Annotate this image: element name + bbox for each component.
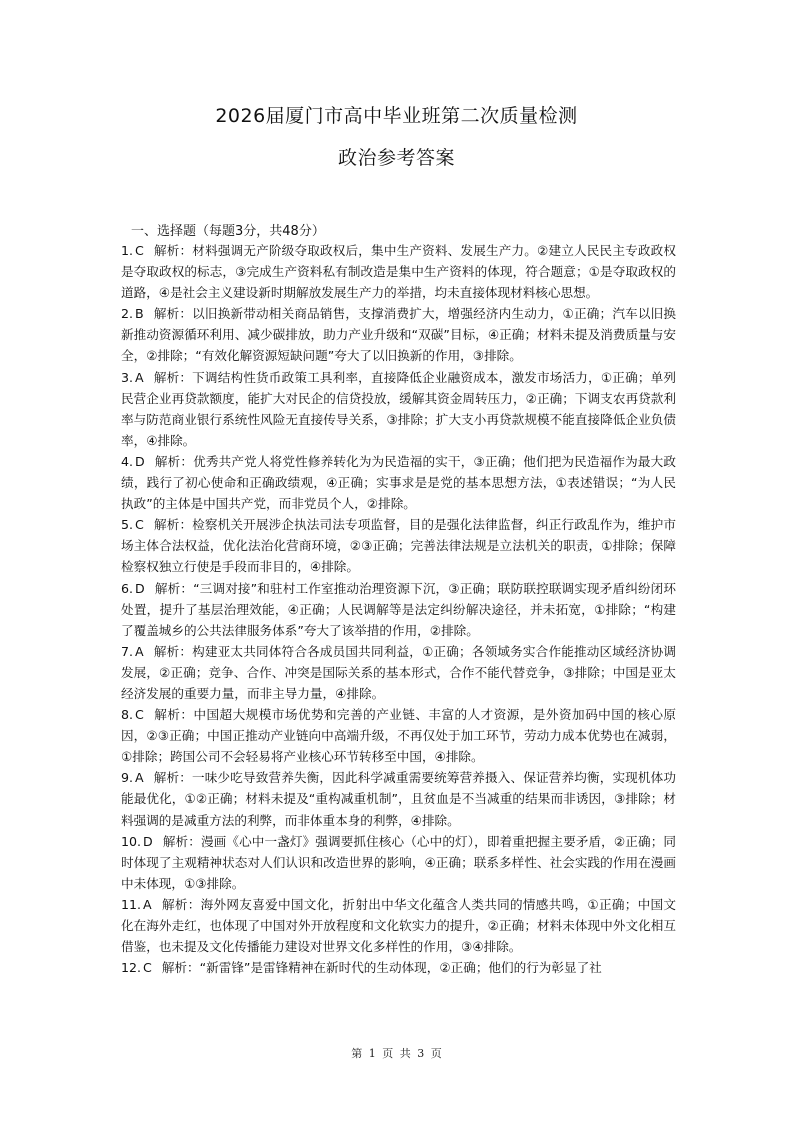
- answer-choice: C: [143, 960, 152, 976]
- answer-number: 4.: [121, 453, 134, 469]
- answer-explanation: 解析：海外网友喜爱中国文化，折射出中华文化蕴含人类共同的情感共鸣，①正确；中国文化在海外走红，也体现了中国对外开放程度和文化软实力的提升，②正确；材料未体现中外文化相互借鉴，也未提及文化传播能力建设对世界文化多样性的作用，③④排除。: [121, 896, 676, 955]
- answer-number: 12.: [121, 960, 142, 976]
- answer-number: 10.: [121, 833, 142, 849]
- answer-item-7: [121, 641, 676, 704]
- answer-item-11: [121, 894, 676, 957]
- answer-item-9: [121, 767, 676, 830]
- answer-item-12: [121, 957, 676, 978]
- answer-item-5: [121, 514, 676, 577]
- answer-number: 9.: [121, 770, 134, 786]
- answer-item-8: [121, 704, 676, 767]
- answer-number: 5.: [121, 517, 134, 533]
- answer-explanation: 解析：构建亚太共同体符合各成员国共同利益，①正确；各领域务实合作能推动区域经济协调发展，②正确；竞争、合作、冲突是国际关系的基本形式，合作不能代替竞争，③排除；中国是亚太经济发展的重要力量，而非主导力量，④排除。: [121, 643, 676, 701]
- answer-item-10: [121, 831, 676, 894]
- answer-number: 1.: [121, 243, 134, 258]
- answer-choice: A: [135, 369, 144, 385]
- answer-number: 6.: [121, 580, 134, 596]
- answer-choice: B: [135, 306, 144, 322]
- page-number: 第 1 页 共 3 页: [351, 1047, 442, 1060]
- answer-number: 7.: [121, 643, 134, 659]
- answer-explanation: 解析：下调结构性货币政策工具利率，直接降低企业融资成本，激发市场活力，①正确；单列民营企业再贷款额度，能扩大对民企的信贷投放，缓解其资金周转压力，②正确；下调支农再贷款利率与防范商业银行系统性风险无直接传导关系，③排除；扩大支小再贷款规模不能直接降低企业负债率，④排除。: [121, 369, 676, 448]
- page-subtitle: 政治参考答案: [337, 147, 455, 169]
- answer-number: 11.: [121, 896, 142, 912]
- answer-choice: D: [143, 833, 153, 849]
- answer-number: 2.: [121, 306, 134, 322]
- answer-explanation: 解析：中国超大规模市场优势和完善的产业链、丰富的人才资源，是外资加码中国的核心原因，②③正确；中国正推动产业链向中高端升级，不再仅处于加工环节，劳动力成本优势也在减弱，①排除；跨国公司不会轻易将产业核心环节转移至中国，④排除。: [121, 707, 676, 765]
- answer-explanation: 解析：一味少吃导致营养失衡，因此科学减重需要统筹营养摄入、保证营养均衡，实现机体功能最优化，①②正确；材料未提及“重构减重机制”，且贫血是不当减重的结果而非诱因，③排除；材料强调的是减重方法的利弊，而非体重本身的利弊，④排除。: [121, 770, 676, 828]
- answer-choice: A: [143, 896, 152, 912]
- answer-explanation: 解析：优秀共产党人将党性修养转化为为民造福的实干，③正确；他们把为民造福作为最大政绩，践行了初心使命和正确政绩观，④正确；实事求是是党的基本思想方法，①表述错误；“为人民执政”的主体是中国共产党，而非党员个人，②排除。: [121, 453, 676, 512]
- answer-choice: C: [135, 707, 144, 723]
- answer-explanation: 解析：检察机关开展涉企执法司法专项监督，目的是强化法律监督，纠正行政乱作为，维护市场主体合法权益，优化法治化营商环境，②③正确；完善法律法规是立法机关的职责，①排除；保障检察权独立行使是手段而非目的，④排除。: [121, 517, 676, 575]
- answer-explanation: 解析：漫画《心中一盏灯》强调要抓住核心（心中的灯），即着重把握主要矛盾，②正确；同时体现了主观精神状态对人们认识和改造世界的影响，④正确；联系多样性、社会实践的作用在漫画中未体现，①③排除。: [121, 833, 676, 891]
- answer-choice: D: [135, 580, 145, 596]
- answer-item-1: [121, 240, 676, 303]
- answer-explanation: 解析：“三调对接”和驻村工作室推动治理资源下沉，③正确；联防联控联调实现矛盾纠纷闭环处置，提升了基层治理效能，④正确；人民调解等是法定纠纷解决途径，并未拓宽，①排除；“构建了覆盖城乡的公共法律服务体系”夸大了该举措的作用，②排除。: [121, 580, 676, 638]
- answer-choice: D: [135, 453, 145, 469]
- answer-choice: C: [135, 243, 144, 258]
- answer-choice: A: [135, 770, 144, 786]
- answer-item-4: [121, 451, 676, 514]
- answer-explanation: 解析：以旧换新带动相关商品销售，支撑消费扩大，增强经济内生动力，①正确；汽车以旧换新推动资源循环利用、减少碳排放，助力产业升级和“双碳”目标，④正确；材料未提及消费质量与安全，②排除；“有效化解资源短缺问题”夸大了以旧换新的作用，③排除。: [121, 306, 676, 364]
- answer-number: 3.: [121, 369, 134, 385]
- answer-explanation: 解析：“新雷锋”是雷锋精神在新时代的生动体现，②正确；他们的行为彰显了社: [161, 960, 602, 976]
- answer-item-2: [121, 303, 676, 366]
- answer-item-6: [121, 578, 676, 641]
- answer-item-3: [121, 367, 676, 451]
- answer-choice: A: [135, 643, 144, 659]
- answer-list: [121, 240, 676, 978]
- section-heading: 一、选择题（每题3分，共48分）: [131, 224, 325, 239]
- answer-choice: C: [135, 517, 144, 533]
- answer-number: 8.: [121, 707, 134, 723]
- page-title: 2026届厦门市高中毕业班第二次质量检测: [215, 105, 578, 127]
- answer-explanation: 解析：材料强调无产阶级夺取政权后，集中生产资料、发展生产力。②建立人民民主专政政权是夺取政权的标志，③完成生产资料私有制改造是集中生产资料的体现，符合题意；①是夺取政权的道路，④是社会主义建设新时期解放发展生产力的举措，均未直接体现材料核心思想。: [121, 243, 676, 301]
